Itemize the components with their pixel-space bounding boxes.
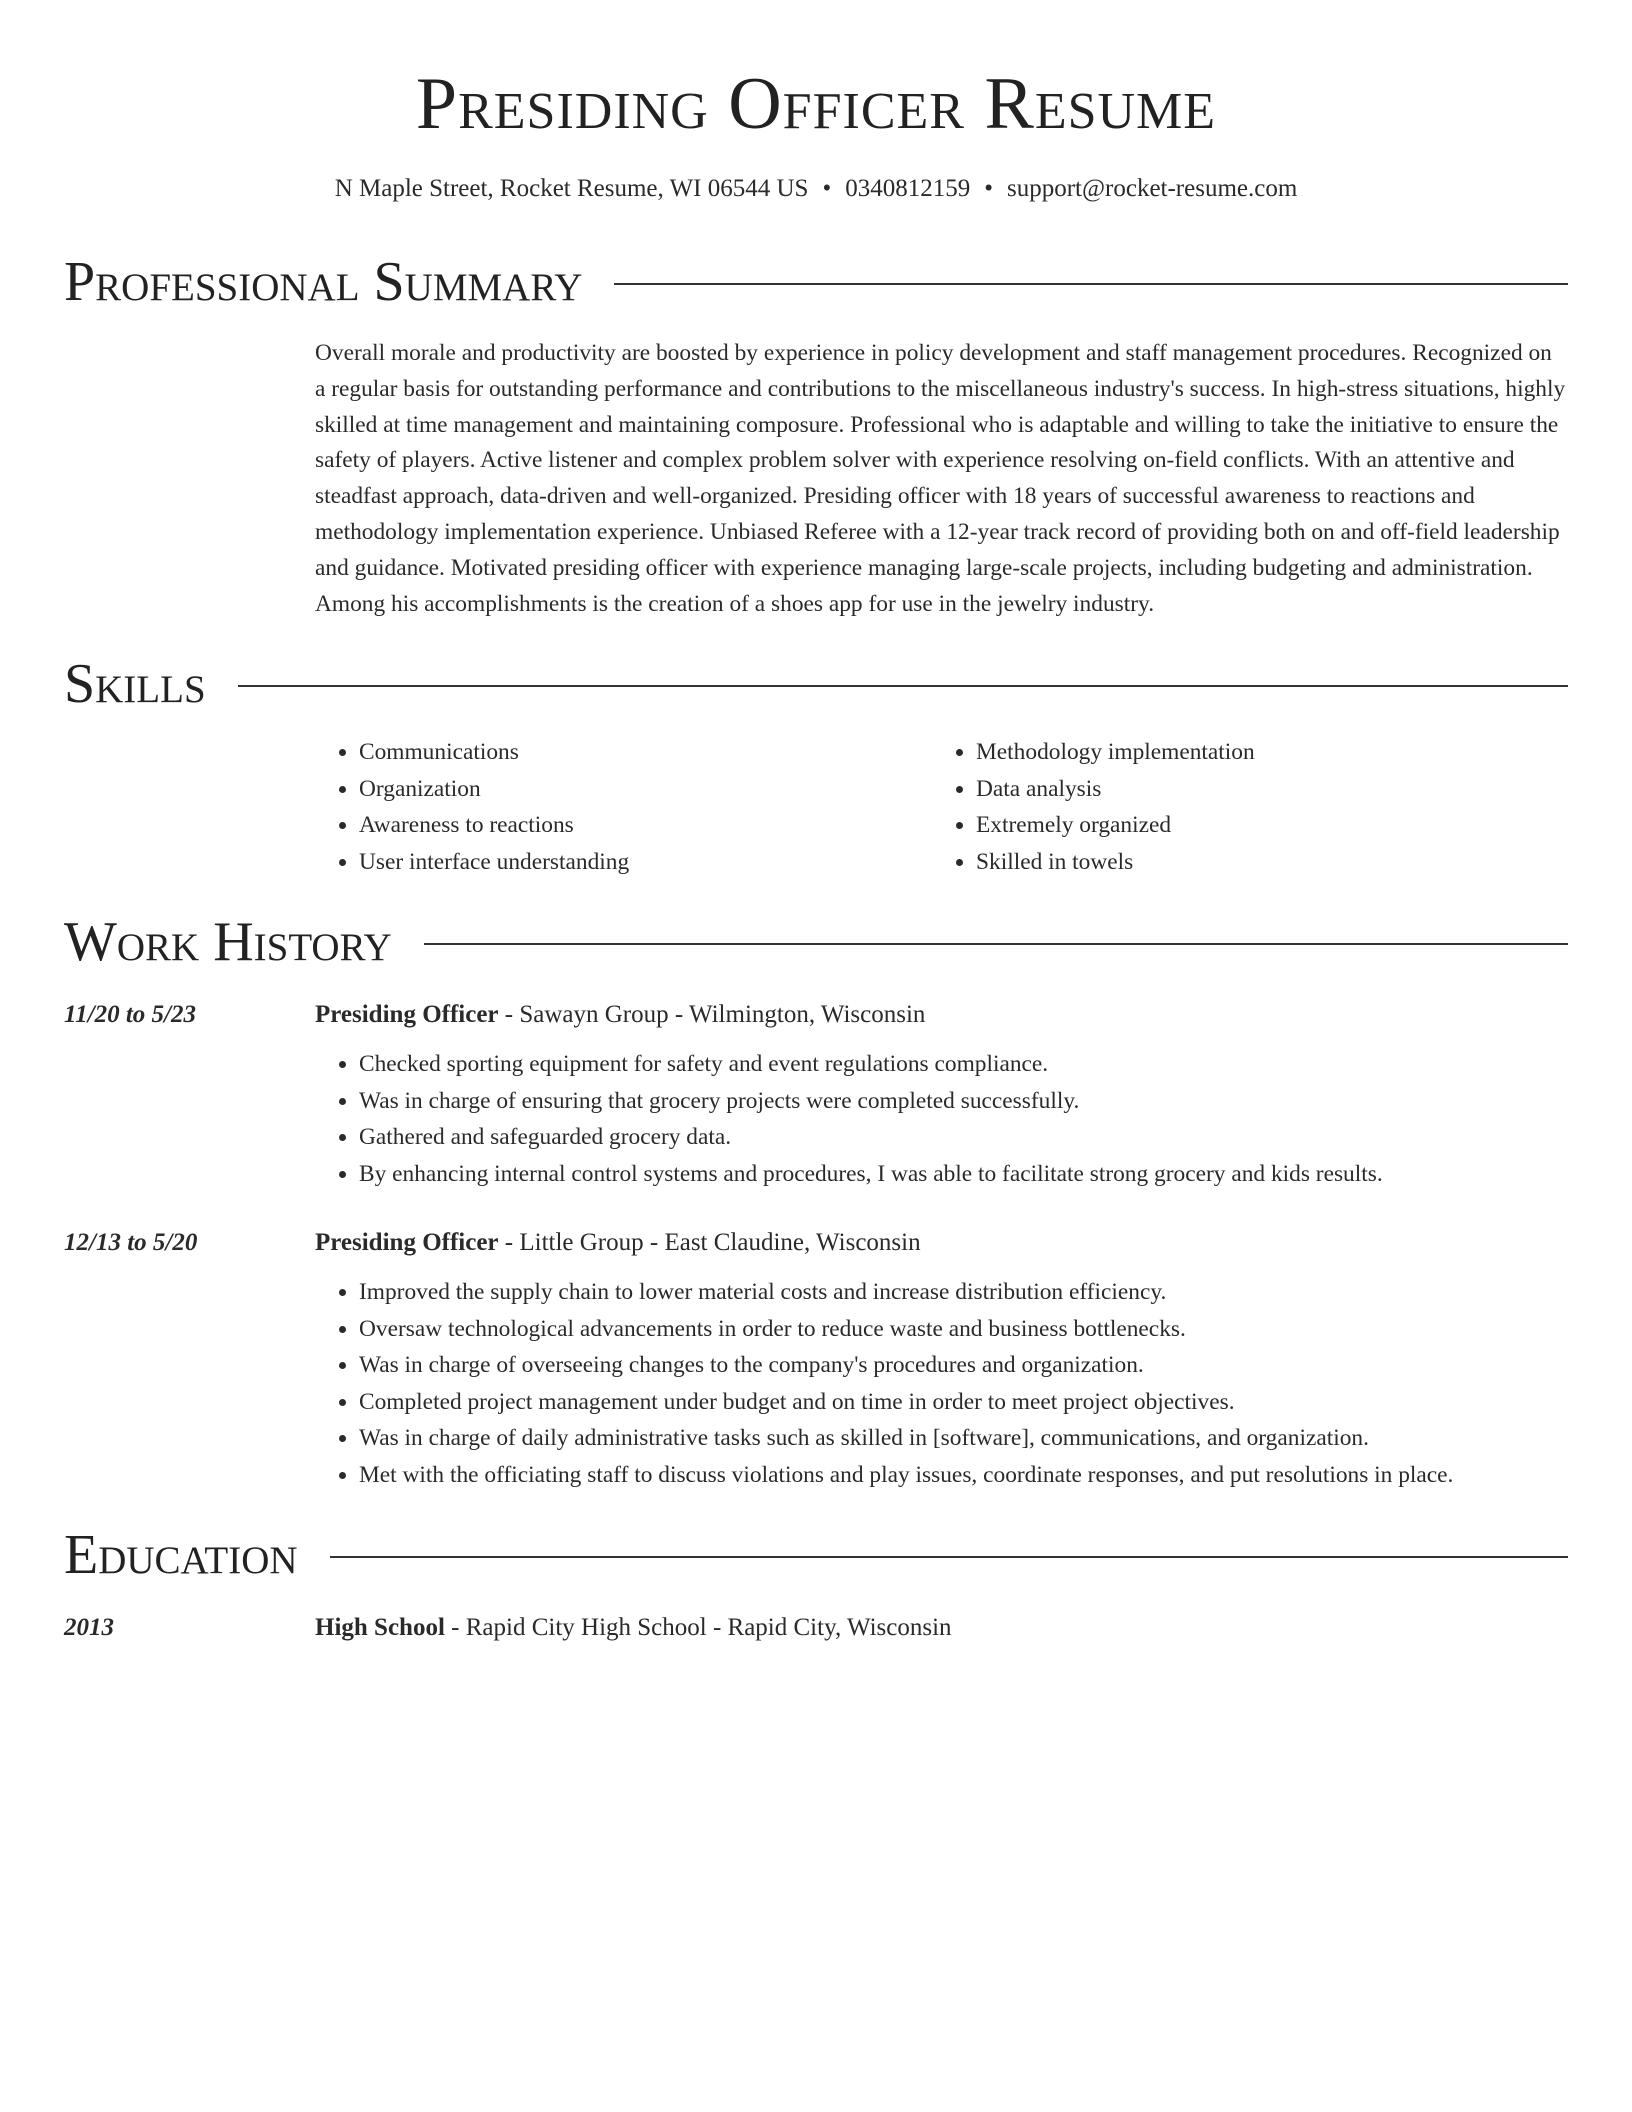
education-detail: - Rapid City High School - Rapid City, Wisconsin [444, 1614, 952, 1642]
work-bullets [315, 1274, 1568, 1493]
section-header-education [64, 1521, 1568, 1589]
work-title: Presiding Officer [315, 1229, 499, 1257]
work-body [315, 998, 1568, 1192]
contact-email: support@rocket-resume.com [1007, 175, 1298, 202]
skill-item: • Data analysis [976, 771, 1549, 808]
work-bullet: • Was in charge of ensuring that grocery projects were completed successfully. [359, 1083, 1568, 1120]
skill-item: • Awareness to reactions [359, 807, 932, 844]
contact-separator: • [822, 175, 832, 202]
work-heading [315, 1226, 1568, 1260]
skills-column-right [932, 734, 1549, 880]
education-heading [315, 1611, 1568, 1645]
section-title-work: Work History [64, 911, 392, 974]
work-heading [315, 998, 1568, 1032]
section-title-education: Education [64, 1524, 298, 1587]
section-divider [238, 685, 1568, 687]
skill-item: • Organization [359, 771, 932, 808]
work-bullet: • Oversaw technological advancements in order to reduce waste and business bottlenecks. [359, 1311, 1568, 1348]
skill-item: • Communications [359, 734, 932, 771]
work-entry [64, 998, 1568, 1192]
work-body [315, 1226, 1568, 1493]
contact-address: N Maple Street, Rocket Resume, WI 06544 US [334, 175, 809, 202]
section-title-skills: Skills [64, 653, 206, 716]
work-bullet: • Was in charge of overseeing changes to the company's procedures and organization. [359, 1347, 1568, 1384]
skill-item: • User interface understanding [359, 844, 932, 881]
education-date: 2013 [64, 1614, 114, 1642]
work-title: Presiding Officer [315, 1001, 499, 1029]
work-bullet: • By enhancing internal control systems and procedures, I was able to facilitate strong grocery and kids results. [359, 1156, 1568, 1193]
contact-line [64, 174, 1568, 204]
section-title-summary: Professional Summary [64, 251, 583, 313]
section-divider [330, 1556, 1568, 1558]
work-date: 11/20 to 5/23 [64, 1001, 196, 1029]
skills-column-left [315, 734, 932, 880]
contact-phone: 0340812159 [845, 175, 971, 202]
skill-item: • Methodology implementation [976, 734, 1549, 771]
work-bullet: • Was in charge of daily administrative tasks such as skilled in [software], communications, and organization. [359, 1420, 1568, 1457]
education-body [315, 1611, 1568, 1645]
work-bullets [315, 1046, 1568, 1192]
education-entry [64, 1611, 1568, 1645]
work-detail: - Little Group - East Claudine, Wisconsin [498, 1229, 921, 1257]
section-header-skills [64, 650, 1568, 718]
section-header-work [64, 908, 1568, 976]
summary-text: Overall morale and productivity are boosted by experience in policy development and staff management procedures. Recognized on a regular basis for outstanding performance and contributions to the miscellaneous industry's success. In high-stress situations, highly skilled at time management and maintaining composure. Professional who is adaptable and willing to take the initiative to ensure the safety of players. Active listener and complex problem solver with experience resolving on-field conflicts. With an attentive and steadfast approach, data-driven and well-organized. Presiding officer with 18 years of successful awareness to reactions and methodology implementation experience. Unbiased Referee with a 12-year track record of providing both on and off-field leadership and guidance. Motivated presiding officer with experience managing large-scale projects, including budgeting and administration. Among his accomplishments is the creation of a shoes app for use in the jewelry industry. [315, 340, 1566, 617]
education-title: High School [315, 1614, 445, 1642]
skill-item: • Skilled in towels [976, 844, 1549, 881]
work-date: 12/13 to 5/20 [64, 1229, 198, 1257]
skill-item: • Extremely organized [976, 807, 1549, 844]
section-divider [424, 943, 1568, 945]
work-bullet: • Checked sporting equipment for safety and event regulations compliance. [359, 1046, 1568, 1083]
work-bullet: • Completed project management under budget and on time in order to meet project objectives. [359, 1384, 1568, 1421]
work-bullet: • Met with the officiating staff to discuss violations and play issues, coordinate responses, and put resolutions in place. [359, 1457, 1568, 1494]
work-detail: - Sawayn Group - Wilmington, Wisconsin [498, 1001, 926, 1029]
work-bullet: • Gathered and safeguarded grocery data. [359, 1119, 1568, 1156]
work-bullet: • Improved the supply chain to lower material costs and increase distribution efficiency. [359, 1274, 1568, 1311]
contact-separator: • [984, 175, 993, 202]
work-entry [64, 1226, 1568, 1493]
skills-list [315, 734, 1568, 880]
section-divider [614, 283, 1568, 285]
section-header-summary [64, 248, 1568, 316]
page-title: Presiding Officer Resume [415, 63, 1217, 145]
